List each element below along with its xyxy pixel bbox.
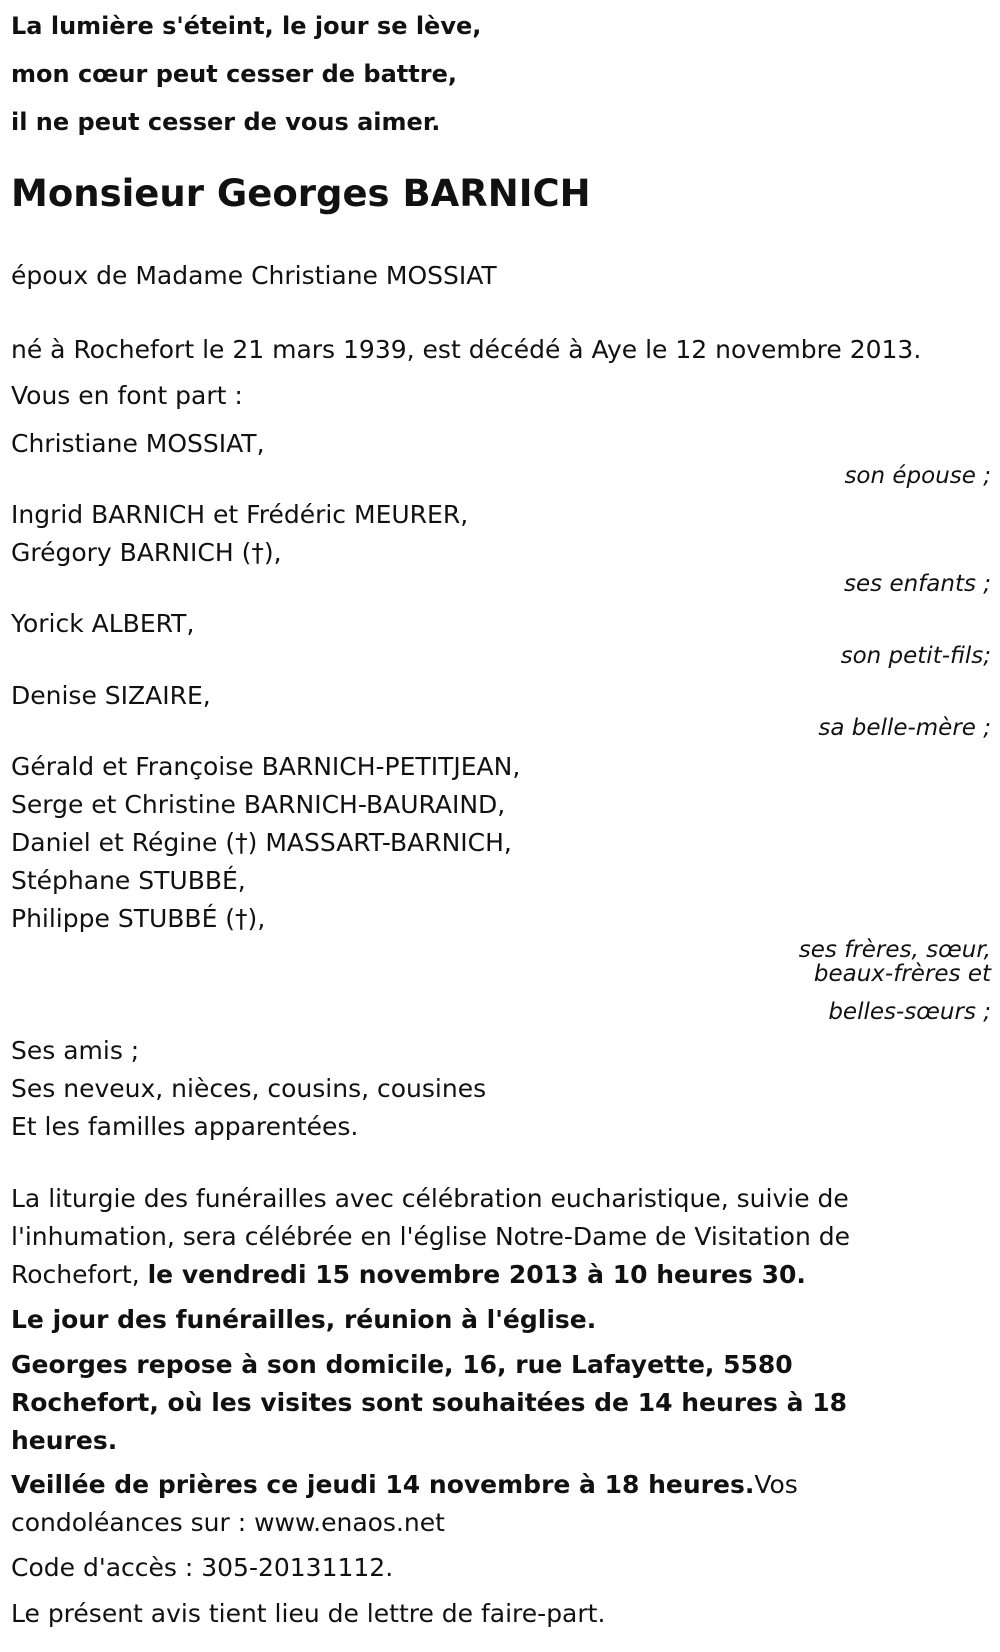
birth-death-line: né à Rochefort le 21 mars 1939, est décédé à Aye le 12 novembre 2013. (11, 335, 922, 364)
family-name: Daniel et Régine (†) MASSART-BARNICH, (11, 828, 512, 857)
family-relation: sa belle-mère ; (818, 715, 991, 741)
family-group (11, 604, 991, 668)
family-name: Serge et Christine BARNICH-BAURAIND, (11, 790, 506, 819)
liturgy-paragraph (11, 1180, 916, 1294)
quote-line: mon cœur peut cesser de battre, (11, 60, 457, 88)
closing-item: Ses amis ; (11, 1036, 140, 1065)
access-code-line: Code d'accès : 305-20131112. (11, 1553, 394, 1582)
family-name: Gérald et Françoise BARNICH-PETITJEAN, (11, 752, 521, 781)
opening-quote (11, 2, 991, 146)
obituary-notice (11, 0, 991, 1634)
vigil-paragraph (11, 1466, 941, 1542)
closing-item: Ses neveux, nièces, cousins, cousines (11, 1074, 487, 1103)
condolences-text: Vos condoléances sur : www.enaos.net (11, 1470, 798, 1537)
deceased-name: Monsieur Georges BARNICH (11, 172, 591, 215)
family-name: Ingrid BARNICH et Frédéric MEURER, (11, 500, 469, 529)
family-group (11, 424, 991, 488)
spouse-line: époux de Madame Christiane MOSSIAT (11, 261, 497, 290)
repose-paragraph: Georges repose à son domicile, 16, rue Lafayette, 5580 Rochefort, où les visites sont souhaitées de 14 heures à 18 heures. (11, 1350, 847, 1455)
family-name: Denise SIZAIRE, (11, 681, 211, 710)
family-relation: son épouse ; (844, 463, 991, 489)
family-name: Yorick ALBERT, (11, 609, 195, 638)
family-name: Stéphane STUBBÉ, (11, 866, 246, 895)
family-group (11, 496, 991, 596)
family-relation: ses enfants ; (844, 571, 991, 597)
family-group (11, 676, 991, 740)
family-name: Philippe STUBBÉ (†), (11, 904, 266, 933)
intro-line: Vous en font part : (11, 381, 243, 410)
closing-list (11, 1032, 991, 1146)
quote-line: il ne peut cesser de vous aimer. (11, 108, 441, 136)
family-relation: son petit-fils; (840, 643, 991, 669)
family-relation: beaux-frères et (813, 961, 991, 987)
family-group (11, 748, 991, 1024)
family-name: Christiane MOSSIAT, (11, 429, 265, 458)
closing-item: Et les familles apparentées. (11, 1112, 359, 1141)
family-relation: belles-sœurs ; (828, 999, 991, 1025)
vigil-text: Veillée de prières ce jeudi 14 novembre à 18 heures. (11, 1470, 755, 1499)
notice-line: Le présent avis tient lieu de lettre de faire-part. (11, 1599, 606, 1628)
family-relation: ses frères, sœur, (798, 937, 991, 963)
family-name: Grégory BARNICH (†), (11, 538, 282, 567)
liturgy-date: le vendredi 15 novembre 2013 à 10 heures 30. (147, 1260, 806, 1289)
quote-line: La lumière s'éteint, le jour se lève, (11, 12, 482, 40)
meeting-line: Le jour des funérailles, réunion à l'église. (11, 1305, 597, 1334)
liturgy-text: La liturgie des funérailles avec célébration eucharistique, suivie de l'inhumation, sera célébrée en l'église Notre-Dame de Visitation de Rochefort, (11, 1184, 851, 1289)
